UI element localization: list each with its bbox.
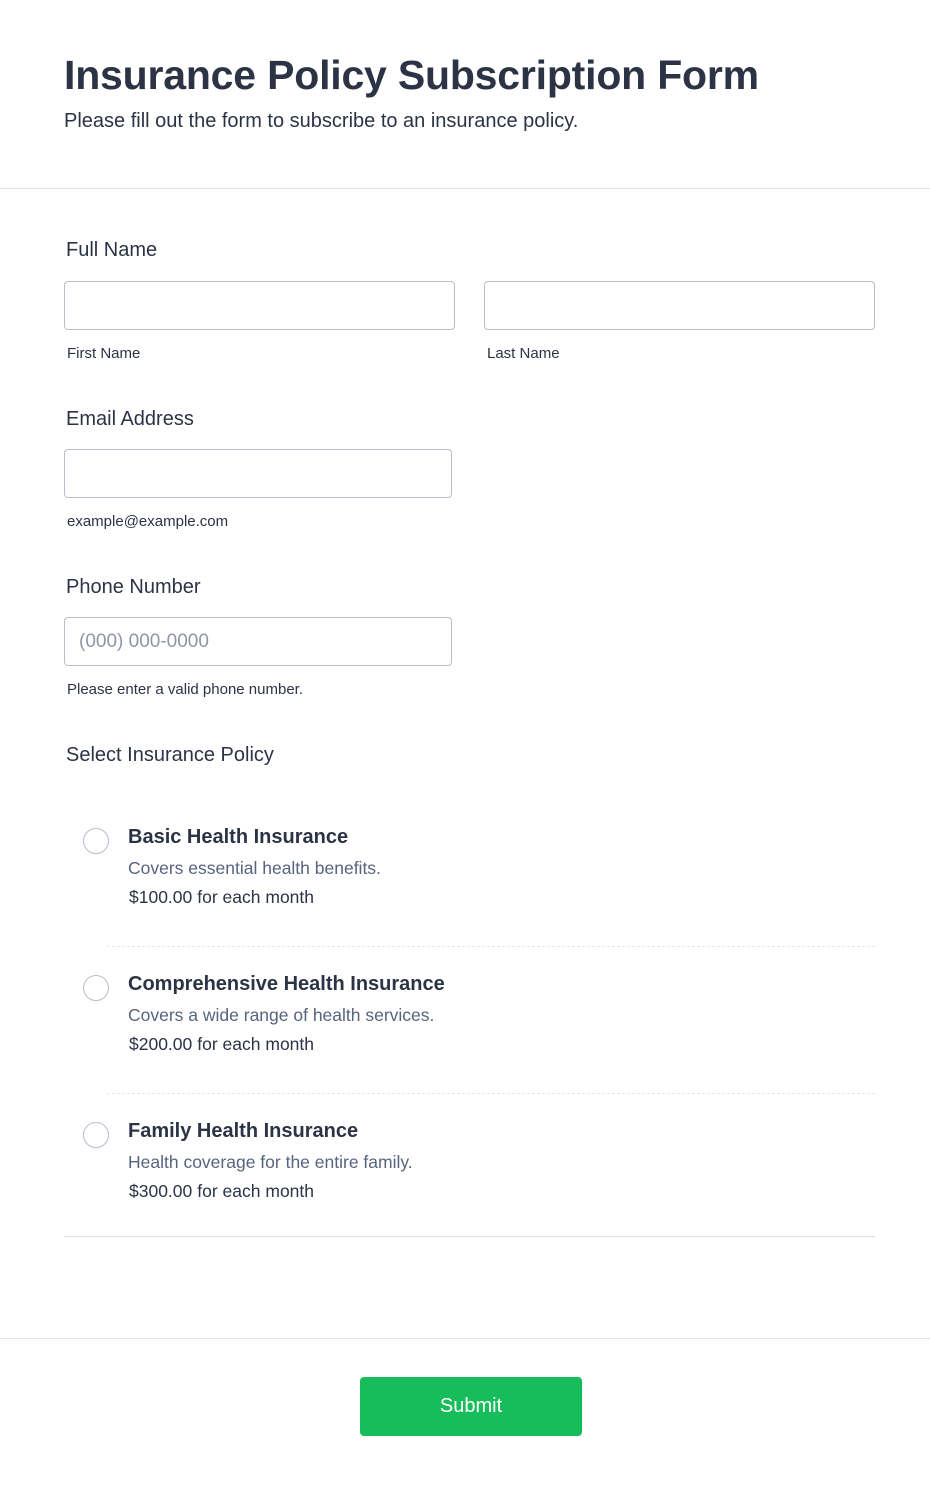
policy-name: Comprehensive Health Insurance: [128, 973, 445, 995]
price-amount: $300.00: [129, 1181, 193, 1201]
policy-description: Covers a wide range of health services.: [128, 1005, 435, 1025]
phone-label: Phone Number: [66, 576, 201, 598]
last-name-input[interactable]: [484, 281, 875, 330]
policy-option-family[interactable]: [64, 1094, 875, 1241]
policy-option-basic[interactable]: [64, 800, 875, 947]
radio-comprehensive[interactable]: [83, 975, 109, 1001]
price-period: for each month: [197, 887, 314, 907]
policy-name: Basic Health Insurance: [128, 826, 349, 848]
policy-price: [129, 1034, 314, 1055]
form-footer: [0, 1338, 930, 1485]
email-label: Email Address: [66, 408, 194, 430]
policy-option-comprehensive[interactable]: [64, 947, 875, 1094]
policy-label: Select Insurance Policy: [66, 744, 274, 766]
price-amount: $100.00: [129, 887, 193, 907]
price-amount: $200.00: [129, 1034, 193, 1054]
policy-options: [64, 800, 875, 1237]
page-title: Insurance Policy Subscription Form: [64, 52, 759, 98]
policy-price: [129, 1181, 314, 1202]
price-period: for each month: [197, 1181, 314, 1201]
policy-price: [129, 887, 314, 908]
full-name-label: Full Name: [66, 239, 158, 261]
email-field[interactable]: [64, 449, 452, 498]
policy-description: Covers essential health benefits.: [128, 858, 381, 878]
policy-description: Health coverage for the entire family.: [128, 1152, 413, 1172]
page-subtitle: Please fill out the form to subscribe to an insurance policy.: [64, 110, 579, 132]
first-name-sublabel: First Name: [67, 345, 141, 362]
submit-button[interactable]: Submit: [360, 1377, 582, 1436]
last-name-sublabel: Last Name: [487, 345, 560, 362]
policy-name: Family Health Insurance: [128, 1120, 359, 1142]
price-period: for each month: [197, 1034, 314, 1054]
first-name-input[interactable]: [64, 281, 455, 330]
radio-family[interactable]: [83, 1122, 109, 1148]
radio-basic[interactable]: [83, 828, 109, 854]
form-header: [0, 0, 930, 189]
phone-sublabel: Please enter a valid phone number.: [67, 681, 303, 698]
phone-input[interactable]: [64, 617, 452, 666]
email-sublabel: example@example.com: [67, 513, 229, 530]
